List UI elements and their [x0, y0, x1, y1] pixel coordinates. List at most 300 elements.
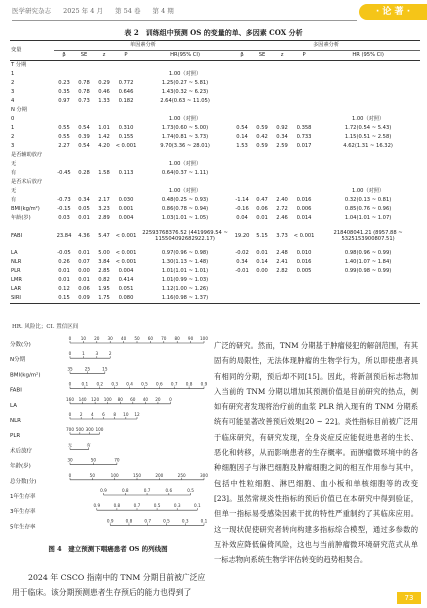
- table-row: [10, 214, 420, 223]
- row-label: 1: [11, 71, 15, 77]
- table-cell: 0.23: [58, 80, 70, 86]
- table-cell: 2.89: [98, 215, 110, 221]
- nomogram-tick-label: 100: [95, 427, 104, 433]
- table-cell: [94, 187, 114, 196]
- row-label: 是否辅助放疗: [11, 152, 43, 158]
- table-cell: 0.54: [78, 125, 90, 131]
- table-cell: 0.01: [58, 268, 70, 274]
- table-cell: 1.75: [94, 294, 114, 304]
- row-label: 无: [11, 188, 17, 194]
- table-cell: 1.43(0.32 ~ 6.23): [161, 89, 209, 95]
- table-cell: 0.47: [256, 197, 268, 203]
- nomogram-tick-label: 0.9: [93, 503, 101, 509]
- table-cell: 2.48: [276, 250, 288, 256]
- nomogram-tick-label: 700: [66, 427, 74, 433]
- table-cell: -1.14: [235, 197, 249, 203]
- section-tag: · 论 著 ·: [359, 4, 427, 20]
- nomogram-tick-label: 50: [134, 336, 140, 341]
- table-cell: [114, 70, 138, 79]
- nomogram-row-label: FABI: [10, 387, 22, 394]
- column-header: z: [272, 51, 292, 61]
- table-cell: 0.182: [118, 98, 134, 104]
- table-cell: [252, 160, 272, 169]
- table-cell: [74, 187, 94, 196]
- nomogram-row-label: LA: [10, 402, 17, 409]
- nomogram-tick-label: 60: [130, 396, 136, 402]
- row-label: 2: [11, 80, 15, 86]
- page-number: 73: [397, 592, 421, 604]
- nomogram-tick-label: 4: [90, 412, 94, 417]
- table-row: [10, 276, 420, 285]
- nomogram-tick-label: 10: [123, 412, 129, 417]
- table-cell: [272, 88, 292, 97]
- table-cell: 0.98(0.96 ~ 0.99): [344, 250, 392, 256]
- header-multivariate: 多因素分析: [232, 41, 420, 51]
- nomogram-tick-label: 0: [68, 412, 72, 417]
- table-cell: [252, 294, 272, 304]
- nomogram-tick-label: 0.4: [126, 381, 133, 387]
- table-cell: [272, 285, 292, 294]
- table-cell: [252, 70, 272, 79]
- issue: 第 4 期: [152, 7, 174, 15]
- table-cell: 0.01: [58, 277, 70, 283]
- nomogram-tick-label: 12: [134, 412, 140, 417]
- table-cell: 0.06: [256, 206, 268, 212]
- nomogram-tick-label: 0.3: [111, 381, 119, 387]
- table-cell: [316, 169, 420, 178]
- table-cell: 1.00（对照）: [351, 188, 385, 194]
- table-cell: [232, 115, 252, 124]
- table-cell: [252, 79, 272, 88]
- nomogram-tick-label: 2: [79, 412, 83, 417]
- table-cell: [272, 169, 292, 178]
- table-cell: [316, 160, 420, 169]
- table-cell: 0.772: [118, 80, 134, 86]
- nomogram-tick-label: 0: [68, 381, 72, 387]
- table-cell: 0.15: [54, 294, 74, 304]
- table-cell: [272, 115, 292, 124]
- table-cell: [54, 115, 74, 124]
- table-cell: 0.78: [78, 80, 90, 86]
- row-label: T 分期: [11, 62, 27, 68]
- table-row: [10, 258, 420, 267]
- row-label: NLR: [11, 259, 22, 265]
- table-cell: [272, 70, 292, 79]
- table-cell: 2.72: [276, 206, 288, 212]
- table-cell: [316, 276, 420, 285]
- table-row: [10, 285, 420, 294]
- table-row: [10, 70, 420, 79]
- table-cell: [292, 187, 316, 196]
- table-cell: 3.23: [98, 206, 110, 212]
- table-cell: 3.84: [98, 259, 110, 265]
- nomogram-tick-label: 0: [68, 472, 72, 478]
- table-row: [10, 88, 420, 97]
- table-cell: 0.82: [98, 277, 110, 283]
- table-cell: [252, 169, 272, 178]
- nomogram-tick-label: 20: [94, 336, 100, 341]
- table-row: [10, 133, 420, 142]
- table-cell: 0.32(0.13 ~ 0.81): [344, 197, 392, 203]
- table-cell: 0.09: [74, 294, 94, 304]
- nomogram-tick-label: 40: [142, 396, 149, 402]
- nomogram-row-label: 1年生存率: [10, 494, 36, 500]
- nomogram-tick-label: 100: [103, 396, 112, 402]
- table-cell: [74, 160, 94, 169]
- table-cell: -0.15: [57, 206, 71, 212]
- table-cell: 0.358: [296, 125, 312, 131]
- table-cell: [292, 294, 316, 304]
- table-note: HR. 风险比；CI. 置信区间: [12, 324, 79, 330]
- table-cell: 1.00（对照）: [168, 188, 202, 194]
- table-cell: 2.17: [98, 197, 110, 203]
- nomogram-row-label: BMI(kg/m²): [10, 372, 41, 379]
- table-caption: 表 2 训练组中预测 OS 的变量的单、多因素 COX 分析: [124, 28, 303, 37]
- table-row: [10, 97, 420, 106]
- table-cell: 0.42: [256, 134, 268, 140]
- nomogram-tick-label: 70: [161, 336, 167, 341]
- table-row: [10, 124, 420, 133]
- nomogram-tick-label: 0.9: [200, 381, 208, 387]
- table-cell: 0.39: [78, 134, 90, 140]
- table-cell: < 0.001: [115, 232, 137, 239]
- table-cell: [54, 187, 74, 196]
- table-cell: [316, 285, 420, 294]
- table-cell: 0.73: [78, 98, 90, 104]
- table-cell: 0.54: [78, 143, 90, 149]
- table-cell: 0.85(0.76 ~ 0.96): [344, 206, 392, 212]
- table-cell: [74, 115, 94, 124]
- table-cell: [272, 187, 292, 196]
- column-header: P: [292, 51, 316, 61]
- table-cell: 0.99(0.98 ~ 0.99): [344, 268, 392, 274]
- table-cell: [272, 79, 292, 88]
- row-label: 年龄(岁): [11, 215, 31, 221]
- table-cell: 3.73: [276, 232, 288, 239]
- table-cell: 0.14: [236, 134, 248, 140]
- nomogram-tick-label: 3: [95, 351, 99, 357]
- table-cell: 0.92: [276, 125, 288, 131]
- cox-table: [10, 40, 420, 304]
- table-body: [10, 61, 420, 304]
- table-row: [10, 187, 420, 196]
- table-cell: [292, 169, 316, 178]
- table-cell: < 0.001: [115, 259, 137, 265]
- nomogram-row-label: N分期: [10, 357, 26, 364]
- nomogram-tick-label: 300: [200, 472, 208, 478]
- table-cell: [292, 276, 316, 285]
- table-cell: 0.01: [78, 215, 90, 221]
- table-cell: 0.155: [118, 134, 134, 140]
- table-cell: 1.01: [98, 125, 110, 131]
- table-cell: 0.030: [118, 197, 134, 203]
- table-cell: 0.01: [256, 215, 268, 221]
- column-header: β: [232, 51, 252, 61]
- table-cell: [272, 160, 292, 169]
- header-univariate: 单因素分析: [54, 41, 232, 51]
- table-cell: 0.04: [236, 215, 248, 221]
- nomogram-tick-label: 500: [75, 427, 84, 433]
- table-cell: 0.64(0.37 ~ 1.11): [161, 170, 209, 176]
- table-cell: [292, 97, 316, 106]
- nomogram-tick-label: 0: [68, 351, 72, 357]
- nomogram-tick-label: 8: [113, 412, 117, 417]
- row-label: 4: [11, 98, 15, 104]
- row-label: BMI(kg/m²): [11, 206, 40, 212]
- table-cell: [232, 169, 252, 178]
- table-cell: [54, 160, 74, 169]
- table-cell: [316, 70, 420, 79]
- table-cell: 2.82: [276, 268, 288, 274]
- figure-caption: 图 4 建立预测下咽癌患者 OS 的列线图: [48, 545, 168, 553]
- table-cell: 5.00: [98, 250, 110, 256]
- nomogram-tick-label: 30: [67, 457, 73, 463]
- row-label: 0: [11, 116, 15, 122]
- table-cell: [252, 97, 272, 106]
- nomogram-tick-label: 0.3: [173, 503, 181, 509]
- table-cell: [272, 276, 292, 285]
- nomogram-tick-label: 0.5: [187, 488, 194, 493]
- table-cell: 0.010: [296, 250, 312, 256]
- nomogram-tick-label: 6: [102, 412, 105, 417]
- table-cell: 0.34: [78, 197, 90, 203]
- nomogram-tick-label: 0.1: [81, 381, 89, 387]
- table-cell: 1.73(0.60 ~ 5.00): [161, 125, 209, 131]
- table-cell: < 0.001: [293, 232, 315, 239]
- table-cell: [292, 70, 316, 79]
- table-cell: 1.12(1.00 ~ 1.26): [161, 286, 209, 292]
- nomogram-tick-label: 50: [90, 457, 97, 463]
- body-text-right: 广泛的研究。然而，TNM 分期基于肿瘤侵犯的解剖范围，有其固有的局限性，无法体现肿瘤的生物学行为，所以即使患者具有相同的分期，预后却不同[15]。因此，将新剖预后标志物加入当前的 TNM 分期以增加其预测价值是目前研究的热点，例如有研究者发现将治疗前的血浆 PLR 纳入现有的 TNM 分期系统有可能显著改善预后效果[20 ~ 22]。炎性指标目前被广泛用于临床研究，有研究发现，全身炎症反应能促进患者的生长、恶化和转移，从而影响患者的生存概率。而肿瘤微环境中的各种细胞因子与淋巴细胞及肿瘤细胞之间的相互作用参与其中，包括中性粒细胞、淋巴细胞、血小板和单核细胞等的改变[23]。虽然常规炎性指标的预后价值已在本研究中得到验证，但单一指标易受感染因素干扰的特性严重制约了其临床应用。这一现状促使研究者转向构建多指标综合模型，通过多参数的互补效应降低偏倚风险，这也与当前肿瘤微环境研究范式从单一标志物向系统生物学评估转变的趋势相契合。: [214, 341, 418, 565]
- nomogram-tick-label: 60: [147, 336, 154, 341]
- table-cell: [94, 70, 114, 79]
- table-cell: 5.15: [256, 232, 268, 239]
- table-cell: [74, 70, 94, 79]
- table-row: [10, 61, 420, 71]
- table-cell: 0.48(0.25 ~ 0.93): [161, 197, 209, 203]
- table-cell: 1.58: [98, 170, 110, 176]
- nomogram-tick-label: 0.8: [125, 518, 133, 524]
- table-cell: 2.41: [276, 259, 288, 265]
- nomogram-row-label: 术后放疗: [10, 448, 33, 455]
- table-cell: 2.85: [98, 268, 110, 274]
- table-cell: 4.36: [78, 232, 90, 239]
- table-cell: 1.33: [98, 98, 110, 104]
- table-cell: 1.00（对照）: [168, 161, 202, 167]
- nomogram-row-label: PLR: [10, 433, 21, 440]
- nomogram-tick-label: 25: [84, 366, 91, 372]
- table-cell: < 0.001: [115, 143, 137, 149]
- table-cell: 5.47: [98, 232, 110, 239]
- nomogram-tick-label: 100: [200, 336, 208, 341]
- table-row: [10, 106, 420, 115]
- table-cell: 1.15(0.51 ~ 2.58): [344, 134, 392, 140]
- table-cell: -0.05: [57, 250, 71, 256]
- table-cell: [232, 294, 252, 304]
- row-label: PLR: [11, 268, 21, 274]
- table-cell: 0.03: [58, 215, 70, 221]
- row-label: FABI: [11, 232, 23, 239]
- nomogram-tick-label: 20: [155, 396, 161, 402]
- nomogram-tick-label: 90: [187, 336, 194, 341]
- nomogram-tick-label: 0.7: [143, 488, 151, 493]
- nomogram-tick-label: 0.3: [181, 518, 189, 524]
- table-cell: 0.78: [78, 89, 90, 95]
- nomogram-tick-label: 15: [102, 366, 108, 372]
- nomogram-tick-label: 0.6: [165, 488, 173, 493]
- table-cell: 23.84: [56, 232, 72, 239]
- table-cell: 0.016: [296, 259, 312, 265]
- row-label: 2: [11, 134, 15, 140]
- table-cell: 2.46: [276, 215, 288, 221]
- row-label: 无: [11, 161, 17, 167]
- table-cell: [114, 187, 138, 196]
- table-cell: 1.00（对照）: [168, 116, 202, 122]
- table-cell: [316, 294, 420, 304]
- nomogram-tick-label: 35: [67, 366, 73, 372]
- table-cell: 0.54: [236, 125, 248, 131]
- table-row: [10, 142, 420, 151]
- table-cell: 0.55: [58, 125, 70, 131]
- nomogram-tick-label: 80: [117, 396, 123, 402]
- table-cell: < 0.001: [115, 250, 137, 256]
- table-cell: 9.70(3.36 ~ 28.01): [160, 143, 210, 149]
- row-label: 3: [11, 143, 15, 149]
- nomogram-row-label: 年龄(岁): [10, 463, 31, 470]
- table-cell: 0.55: [58, 134, 70, 140]
- table-cell: [292, 79, 316, 88]
- table-cell: 0.59: [256, 143, 268, 149]
- table-cell: 0.310: [118, 125, 134, 131]
- table-cell: 2.27: [58, 143, 70, 149]
- table-cell: [316, 79, 420, 88]
- table-cell: 0.06: [78, 286, 90, 292]
- table-cell: 0.00: [78, 268, 90, 274]
- table-cell: 0.07: [78, 259, 90, 265]
- table-cell: 0.414: [118, 277, 134, 283]
- table-cell: [252, 115, 272, 124]
- table-cell: 0.017: [296, 143, 312, 149]
- row-label: 有: [11, 197, 17, 203]
- nomogram-tick-label: 有: [86, 442, 91, 448]
- table-cell: [316, 97, 420, 106]
- nomogram-tick-label: 10: [80, 336, 87, 341]
- body-text-left: 2024 年 CSCO 指南中的 TNM 分期目前被广泛应用于临床。该分期预测患者生存预后的能力也得到了: [12, 573, 206, 597]
- table-cell: -0.45: [57, 170, 71, 176]
- table-cell: [232, 276, 252, 285]
- table-cell: [316, 88, 420, 97]
- table-cell: [232, 97, 252, 106]
- nomogram-tick-label: 0: [68, 336, 72, 341]
- table-cell: [232, 79, 252, 88]
- nomogram-tick-label: 0.8: [121, 488, 129, 493]
- table-row: [10, 205, 420, 214]
- table-cell: 0.14: [256, 259, 268, 265]
- table-cell: [232, 160, 252, 169]
- nomogram-tick-label: 250: [177, 472, 186, 478]
- table-cell: [292, 115, 316, 124]
- nomogram-tick-label: 30: [107, 336, 113, 341]
- nomogram-row-label: 5年生存率: [10, 524, 36, 531]
- table-cell: 0.34: [236, 259, 248, 265]
- nomogram-tick-label: 160: [66, 396, 74, 402]
- table-cell: 218408041.21 (8957.88 ~ 5325153900807.51): [333, 230, 403, 242]
- nomogram-row-label: 分数(分): [10, 342, 31, 348]
- nomogram-figure: [8, 335, 208, 540]
- table-cell: 4.20: [98, 143, 110, 149]
- table-cell: 0.016: [296, 197, 312, 203]
- row-label: LAR: [11, 286, 22, 292]
- column-header: HR (95% CI): [316, 51, 420, 61]
- table-cell: [292, 160, 316, 169]
- table-cell: 0.004: [118, 268, 134, 274]
- nomogram-tick-label: 0.5: [141, 381, 148, 387]
- nomogram-tick-label: 0.8: [185, 381, 193, 387]
- table-cell: 0.35: [58, 89, 70, 95]
- table-cell: [94, 115, 114, 124]
- nomogram-tick-label: 120: [91, 396, 100, 402]
- table-cell: 0.080: [114, 294, 138, 304]
- table-cell: 1.16(0.98 ~ 1.37): [138, 294, 232, 304]
- nomogram-tick-label: 0.7: [144, 518, 152, 524]
- table-row: [10, 267, 420, 276]
- column-header: SE: [252, 51, 272, 61]
- table-cell: -0.02: [235, 250, 249, 256]
- table-cell: 0.01: [78, 277, 90, 283]
- nomogram-row-label: 3年生存率: [10, 509, 36, 516]
- row-label: 3: [11, 89, 15, 95]
- table-cell: 0.01: [78, 250, 90, 256]
- nomogram-tick-label: 150: [133, 472, 141, 478]
- nomogram-tick-label: 300: [85, 427, 94, 433]
- nomogram-tick-label: 0: [169, 396, 172, 402]
- table-cell: 0.014: [296, 215, 312, 221]
- column-header: β: [54, 51, 74, 61]
- row-label: 1: [11, 125, 15, 131]
- table-cell: 1.00（对照）: [351, 116, 385, 122]
- table-cell: 0.113: [118, 170, 134, 176]
- nomogram-tick-label: 0.8: [113, 503, 121, 509]
- table-cell: [252, 187, 272, 196]
- table-cell: 1.74(0.81 ~ 3.73): [161, 134, 209, 140]
- table-cell: [272, 294, 292, 304]
- nomogram-tick-label: 0.9: [100, 488, 107, 493]
- column-header: HR(95% CI): [138, 51, 232, 61]
- table-cell: 1.03(1.01 ~ 1.05): [161, 215, 209, 221]
- table-cell: [232, 285, 252, 294]
- table-cell: 0.12: [58, 286, 70, 292]
- nomogram-tick-label: 0.1: [200, 518, 208, 524]
- table-cell: 0.05: [78, 206, 90, 212]
- nomogram-tick-label: 2: [108, 351, 112, 357]
- table-row: [10, 160, 420, 169]
- table-cell: 0.28: [78, 170, 90, 176]
- nomogram-tick-label: 1: [82, 351, 85, 357]
- table-cell: 0.26: [58, 259, 70, 265]
- nomogram-tick-label: 40: [120, 336, 127, 341]
- table-cell: -0.16: [235, 206, 249, 212]
- table-cell: [94, 160, 114, 169]
- table-row: [10, 294, 420, 304]
- table-cell: 0.97(0.96 ~ 0.98): [161, 250, 209, 256]
- table-row: [10, 249, 420, 258]
- table-cell: 0.004: [118, 215, 134, 221]
- table-cell: 0.29: [98, 80, 110, 86]
- nomogram-tick-label: 50: [89, 472, 96, 478]
- nomogram-tick-label: 0.7: [170, 381, 178, 387]
- table-cell: 0.59: [256, 125, 268, 131]
- nomogram-tick-label: 200: [155, 472, 164, 478]
